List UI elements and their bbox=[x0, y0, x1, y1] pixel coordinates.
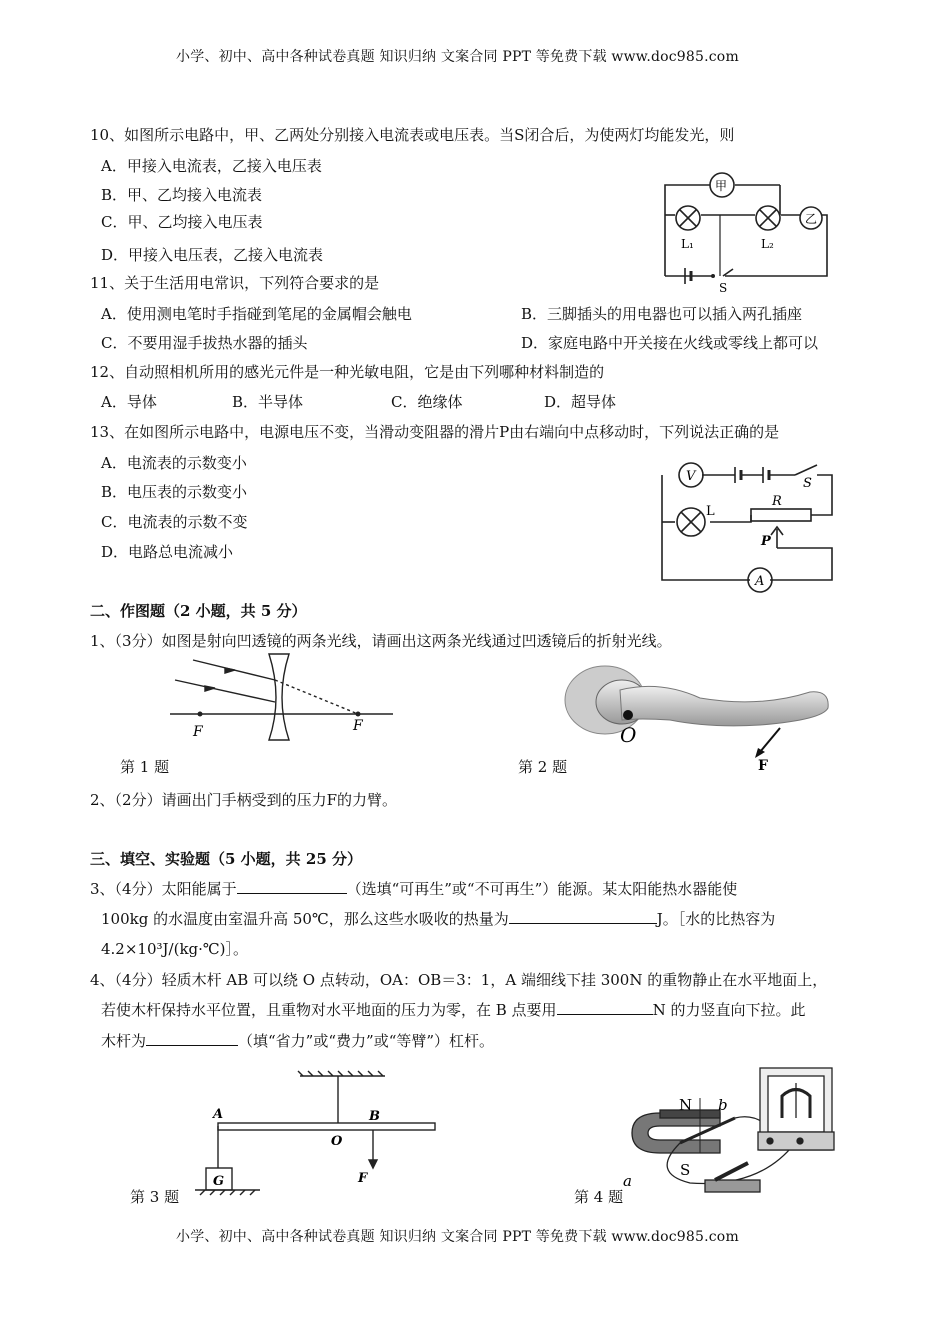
q3-blank-2[interactable] bbox=[509, 909, 657, 924]
lever-figure bbox=[195, 1068, 445, 1198]
caption-q4: 第 4 题 bbox=[574, 1188, 624, 1206]
section2-title: 二、作图题（2 小题，共 5 分） bbox=[90, 602, 307, 620]
electromagnetic-figure bbox=[620, 1058, 835, 1203]
q13-fig-v: V bbox=[686, 469, 696, 484]
fig3-b: B bbox=[369, 1109, 380, 1124]
q12-option-d: D．超导体 bbox=[544, 393, 617, 411]
q3-line3: 4.2×10³J/(kg·℃)］。 bbox=[101, 940, 249, 958]
q3-line1-b: （选填“可再生”或“不可再生”）能源。某太阳能热水器能使 bbox=[346, 880, 738, 898]
fig2-f: F bbox=[758, 758, 768, 774]
fig3-a: A bbox=[213, 1107, 224, 1122]
q12-stem: 12、自动照相机所用的感光元件是一种光敏电阻，它是由下列哪种材料制造的 bbox=[90, 363, 605, 381]
q13-option-c: C．电流表的示数不变 bbox=[101, 513, 248, 531]
q13-fig-s: S bbox=[803, 476, 812, 491]
section3-title: 三、填空、实验题（5 小题，共 25 分） bbox=[90, 850, 362, 868]
q3-line2 bbox=[101, 908, 775, 929]
q13-fig-r: R bbox=[772, 494, 782, 509]
q12-option-b: B．半导体 bbox=[232, 393, 304, 411]
q10-fig-s: S bbox=[719, 281, 728, 295]
concave-lens-figure bbox=[165, 650, 400, 745]
fig3-f: F bbox=[358, 1171, 368, 1186]
q4-line2-a: 若使木杆保持水平位置，且重物对水平地面的压力为零，在 B 点要用 bbox=[101, 1001, 557, 1019]
q13-option-d: D．电路总电流减小 bbox=[101, 543, 234, 561]
q13-circuit-diagram bbox=[655, 455, 845, 589]
page-header: 小学、初中、高中各种试卷真题 知识归纳 文案合同 PPT 等免费下载 www.doc985.com bbox=[176, 49, 739, 65]
q3-line2-a: 100kg 的水温度由室温升高 50℃，那么这些水吸收的热量为 bbox=[101, 910, 509, 928]
q4-line3 bbox=[101, 1030, 494, 1051]
q10-circuit-diagram bbox=[655, 160, 835, 295]
fig4-s: S bbox=[680, 1161, 691, 1179]
fig3-o: O bbox=[331, 1134, 343, 1149]
q3-blank-1[interactable] bbox=[237, 879, 347, 894]
section2-q1: 1、（3分）如图是射向凹透镜的两条光线，请画出这两条光线通过凹透镜后的折射光线。 bbox=[90, 632, 672, 650]
caption-q1: 第 1 题 bbox=[120, 758, 170, 776]
fig1-f-left: F bbox=[193, 724, 203, 740]
q13-option-b: B．电压表的示数变小 bbox=[101, 483, 248, 501]
q3-line2-b: J。［水的比热容为 bbox=[656, 910, 776, 928]
fig4-a: a bbox=[623, 1172, 632, 1190]
q3-line1 bbox=[90, 878, 737, 899]
q4-line2 bbox=[101, 999, 805, 1020]
q12-option-c: C．绝缘体 bbox=[391, 393, 463, 411]
q10-fig-l1: L₁ bbox=[681, 237, 694, 251]
q11-option-d: D．家庭电路中开关接在火线或零线上都可以 bbox=[521, 334, 819, 352]
page-footer: 小学、初中、高中各种试卷真题 知识归纳 文案合同 PPT 等免费下载 www.doc985.com bbox=[176, 1229, 739, 1245]
q11-option-b: B．三脚插头的用电器也可以插入两孔插座 bbox=[521, 305, 803, 323]
q13-option-a: A．电流表的示数变小 bbox=[101, 454, 247, 472]
q11-stem: 11、关于生活用电常识，下列符合要求的是 bbox=[90, 274, 380, 292]
q13-fig-p: P bbox=[761, 534, 771, 549]
q4-blank-1[interactable] bbox=[557, 1000, 653, 1015]
q4-line3-a: 木杆为 bbox=[101, 1032, 147, 1050]
q10-option-b: B．甲、乙均接入电流表 bbox=[101, 186, 263, 204]
q11-option-c: C．不要用湿手拔热水器的插头 bbox=[101, 334, 308, 352]
q10-fig-yi: 乙 bbox=[805, 212, 818, 226]
q10-stem: 10、如图所示电路中，甲、乙两处分别接入电流表或电压表。当S闭合后，为使两灯均能发光，则 bbox=[90, 126, 735, 144]
fig1-f-right: F bbox=[353, 718, 363, 734]
q4-line3-b: （填“省力”或“费力”或“等臂”）杠杆。 bbox=[238, 1032, 495, 1050]
q10-fig-jia: 甲 bbox=[715, 179, 728, 193]
fig4-b: b bbox=[718, 1096, 728, 1114]
section2-q2: 2、（2分）请画出门手柄受到的压力F的力臂。 bbox=[90, 791, 397, 809]
q13-stem: 13、在如图所示电路中，电源电压不变，当滑动变阻器的滑片P由右端向中点移动时，下列说法正确的是 bbox=[90, 423, 780, 441]
q12-option-a: A．导体 bbox=[101, 393, 157, 411]
q4-blank-2[interactable] bbox=[146, 1031, 238, 1046]
q10-option-d: D．甲接入电压表，乙接入电流表 bbox=[101, 246, 324, 264]
q3-line1-a: 3、（4分）太阳能属于 bbox=[90, 880, 237, 898]
caption-q3: 第 3 题 bbox=[130, 1188, 180, 1206]
door-handle-figure bbox=[560, 650, 835, 775]
q10-option-c: C．甲、乙均接入电压表 bbox=[101, 213, 263, 231]
q13-fig-l: L bbox=[706, 504, 715, 519]
q13-fig-a: A bbox=[755, 574, 765, 589]
q4-line1: 4、（4分）轻质木杆 AB 可以绕 O 点转动，OA：OB＝3：1，A 端细线下挂 300N 的重物静止在水平地面上， bbox=[90, 971, 828, 989]
q10-option-a: A．甲接入电流表，乙接入电压表 bbox=[101, 157, 322, 175]
q10-fig-l2: L₂ bbox=[761, 237, 774, 251]
q4-line2-b: N 的力竖直向下拉。此 bbox=[652, 1001, 806, 1019]
caption-q2: 第 2 题 bbox=[518, 758, 568, 776]
fig3-g: G bbox=[213, 1174, 225, 1189]
q11-option-a: A．使用测电笔时手指碰到笔尾的金属帽会触电 bbox=[101, 305, 412, 323]
fig4-n: N bbox=[679, 1096, 693, 1114]
fig2-o: O bbox=[620, 723, 637, 747]
